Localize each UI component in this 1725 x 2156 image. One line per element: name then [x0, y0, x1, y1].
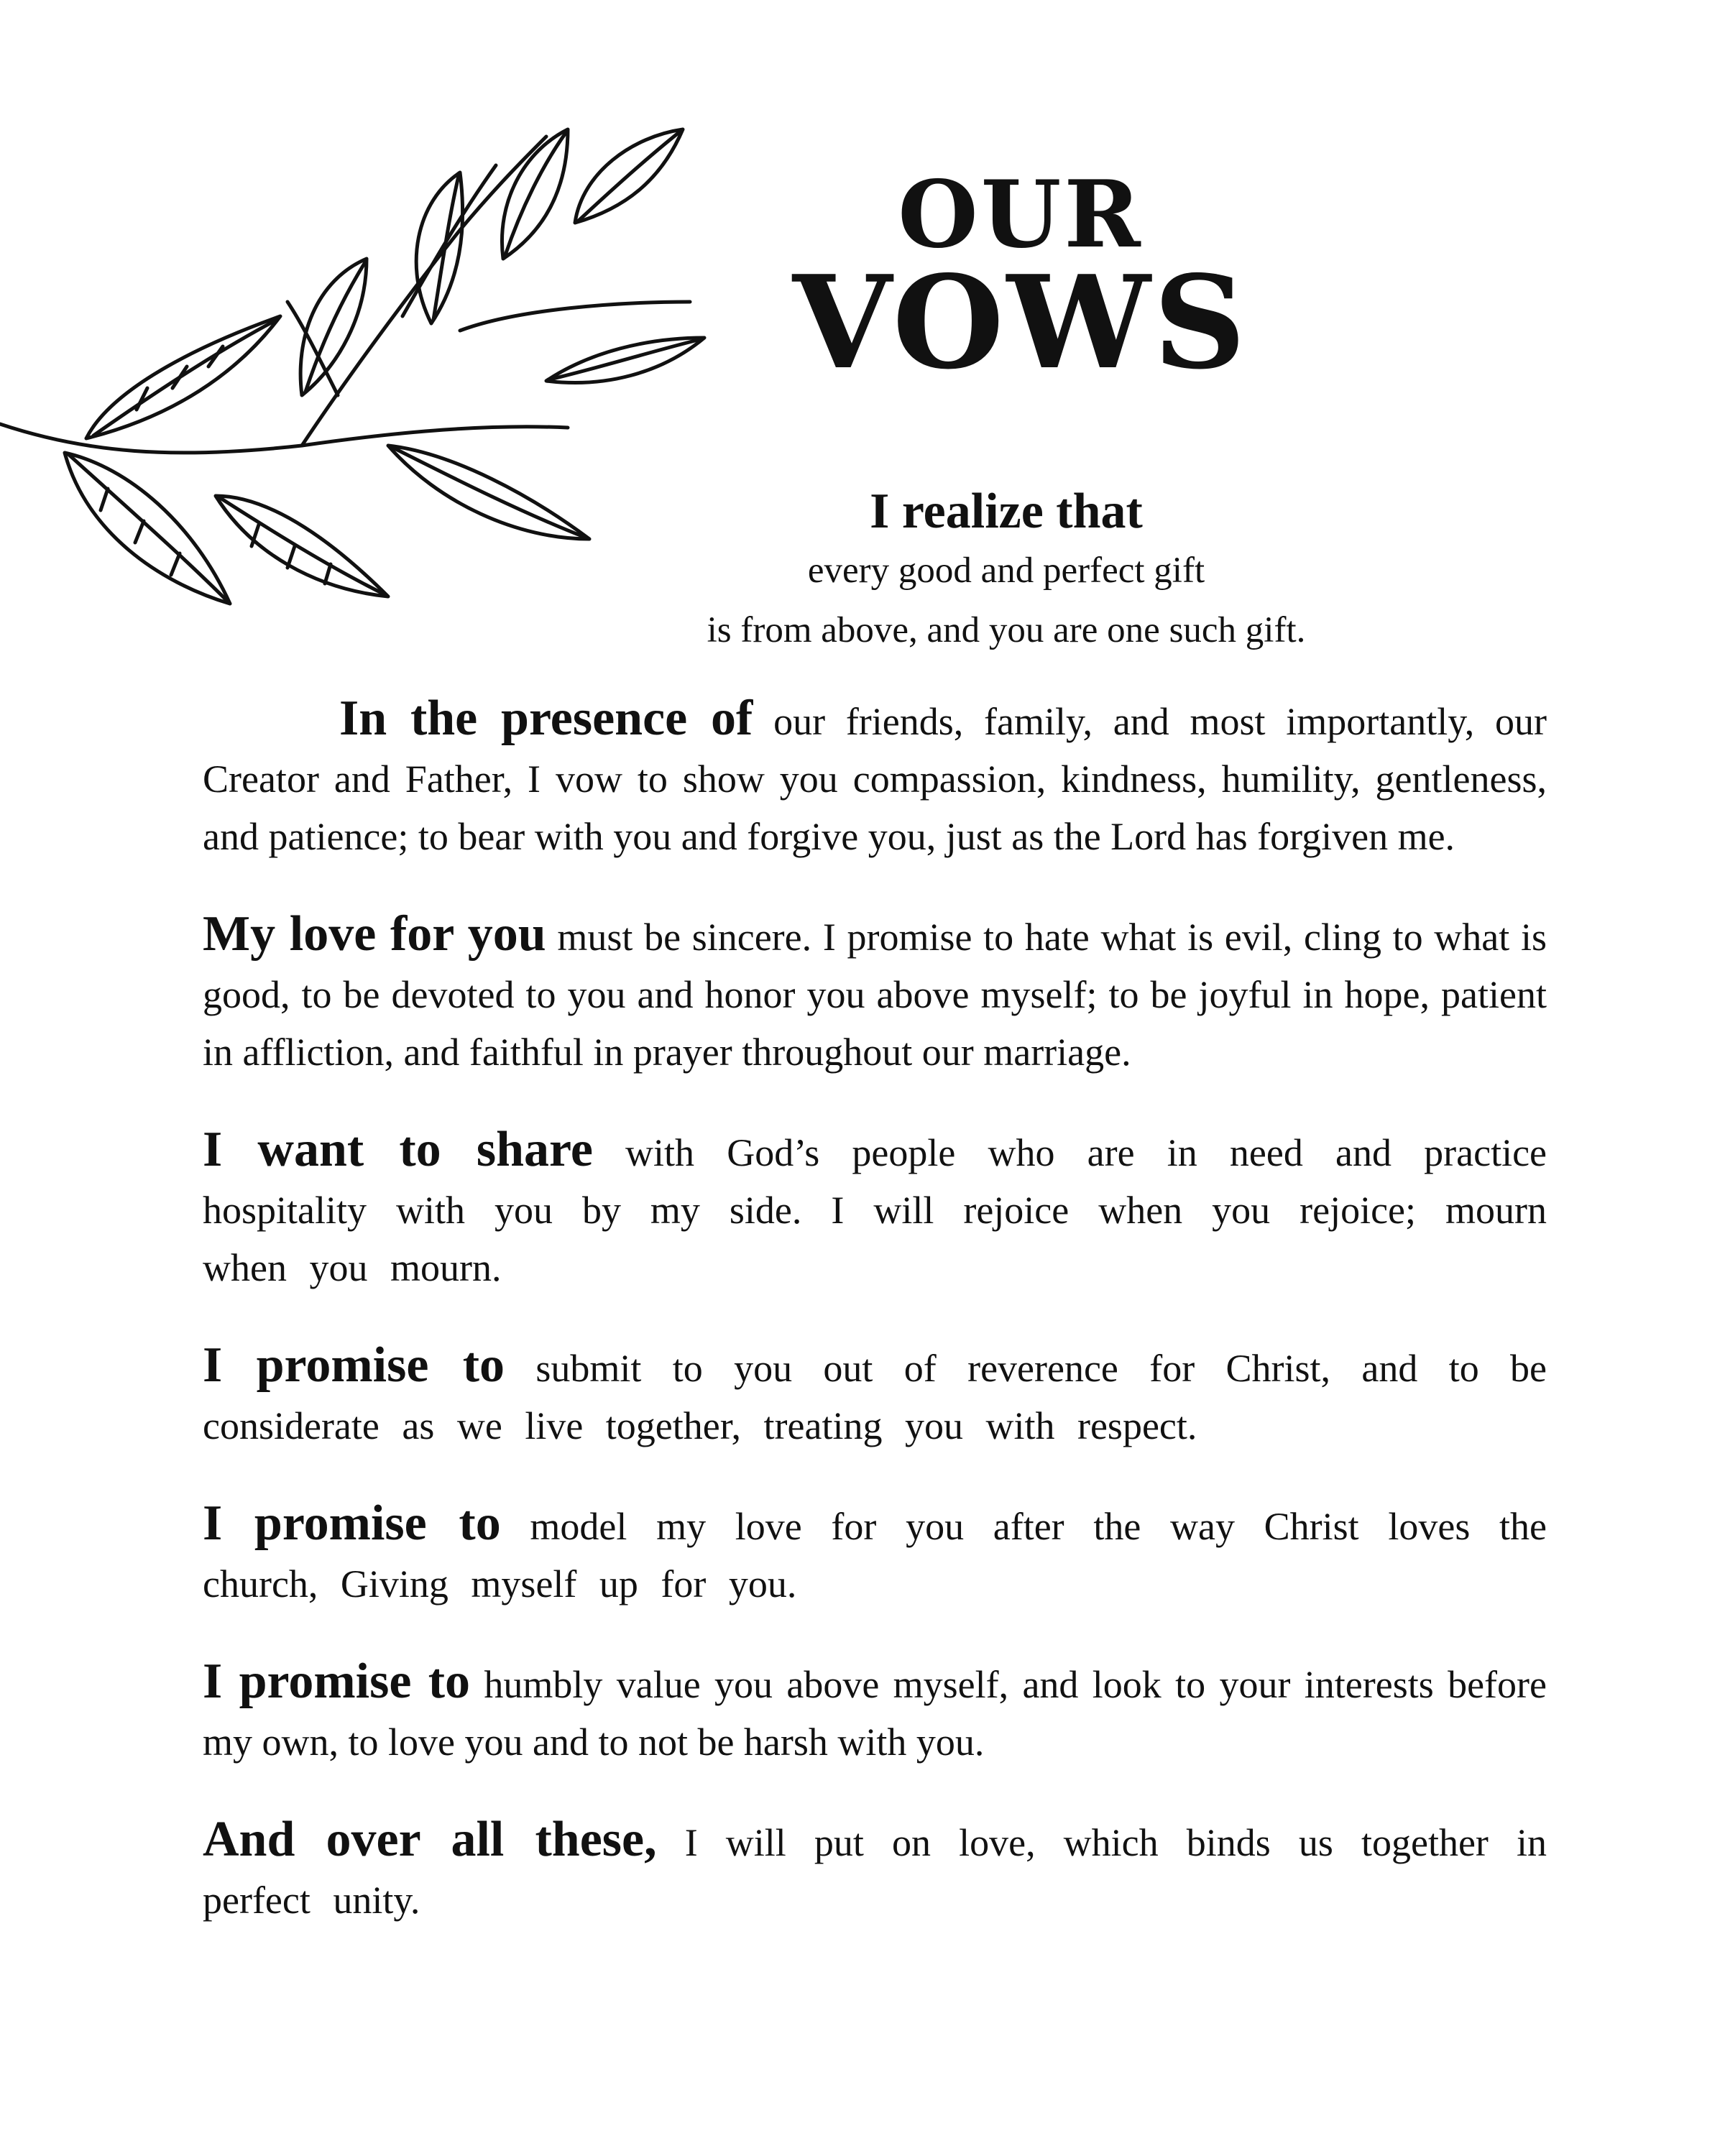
vow-lead: I promise to: [203, 1654, 471, 1709]
vow-lead: I promise to: [203, 1496, 501, 1551]
vow-text: model my love for you after the way Christ loves the church, Giving myself up for you.: [203, 1505, 1547, 1606]
vow-paragraph-share: [203, 1121, 1547, 1296]
vow-lead: My love for you: [203, 906, 546, 962]
vow-text: must be sincere. I promise to hate what is evil, cling to what is good, to be devoted to you and honor you above myself; to be joyful in hope, patient in affliction, and faithful in prayer throughout our marriage.: [203, 916, 1547, 1074]
vow-text: submit to you out of reverence for Christ, and to be considerate as we live together, treating you with respect.: [203, 1347, 1547, 1447]
vow-paragraph-love: [203, 906, 1547, 1081]
leaf-branch-illustration: [0, 122, 719, 618]
title-vows: VOWS: [792, 247, 1249, 397]
vow-paragraph-humbly: [203, 1653, 1547, 1771]
vow-text: humbly value you above myself, and look to your interests before my own, to love you and to not be harsh with you.: [203, 1663, 1547, 1764]
vow-paragraph-over-all: [203, 1811, 1547, 1929]
vow-lead: I promise to: [203, 1337, 505, 1393]
vows-body: [203, 690, 1547, 1969]
vow-paragraph-submit: [203, 1337, 1547, 1455]
intro-line-2: every good and perfect gift: [807, 550, 1205, 591]
intro-line-3: is from above, and you are one such gift.: [707, 610, 1306, 650]
vow-lead: And over all these,: [203, 1812, 657, 1867]
vow-lead: In the presence of: [339, 691, 753, 746]
vow-text: with God’s people who are in need and practice hospitality with you by my side. I will rejoice when you rejoice; mourn when you mourn.: [203, 1131, 1547, 1289]
vow-paragraph-presence: [203, 690, 1547, 865]
vow-paragraph-model: [203, 1495, 1547, 1613]
vow-lead: I want to share: [203, 1122, 593, 1177]
title-our: OUR: [898, 161, 1144, 269]
vow-text: our friends, family, and most importantly, our Creator and Father, I vow to show you compassion, kindness, humility, gentleness, and patience; to bear with you and forgive you, just as the Lord has forgiven me.: [203, 700, 1547, 858]
vow-text: I will put on love, which binds us together in perfect unity.: [203, 1821, 1547, 1922]
intro-lead: I realize that: [870, 484, 1143, 539]
